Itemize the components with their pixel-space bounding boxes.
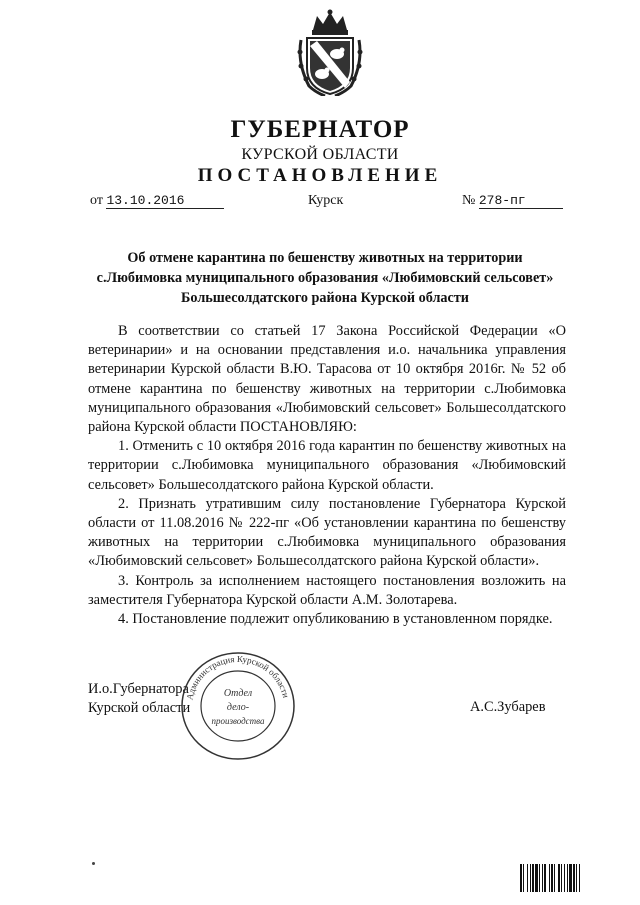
barcode-bar: [551, 864, 553, 892]
barcode-bar: [567, 864, 568, 892]
coat-of-arms-emblem: [295, 8, 365, 96]
barcode-bar: [579, 864, 580, 892]
barcode: [520, 864, 626, 892]
intro-paragraph: В соответствии со статьей 17 Закона Российской Федерации «О ветеринарии» и на основании представления и.о. начальника управления ветеринарии Курской области В.Ю. Тарасова от 10 октября 2016г. № 52 об отмене карантина по бешенству животных на территории с.Любимовка муниципального образования «Любимовский сельсовет» Большесолдатского района Курской области ПОСТАНОВЛЯЮ:: [88, 323, 566, 436]
document-heading: [90, 248, 560, 308]
barcode-bar: [544, 864, 546, 892]
barcode-bar: [558, 864, 560, 892]
stamp-center-line: дело-: [226, 702, 250, 713]
stamp-ring-text: Администрация Курской области: [184, 653, 292, 701]
barcode-bar: [564, 864, 565, 892]
document-type: ПОСТАНОВЛЕНИЕ: [197, 165, 443, 186]
barcode-bar: [520, 864, 522, 892]
date-value: 13.10.2016: [106, 193, 224, 209]
barcode-bar: [573, 864, 575, 892]
stamp-center-line: Отдел: [223, 688, 253, 699]
item-paragraph: 3. Контроль за исполнением настоящего постановления возложить на заместителя Губернатора Курской области А.М. Золотарева.: [88, 572, 566, 608]
item-paragraph: 2. Признать утратившим силу постановление Губернатора Курской области от 11.08.2016 № 222-пг «Об установлении карантина по бешенству животных на территории с.Любимовка муниципального образования «Любимовский сельсовет» Большесолдатского района Курской области».: [88, 495, 566, 570]
document-body: [88, 322, 566, 629]
barcode-bar: [549, 864, 550, 892]
barcode-bar: [532, 864, 534, 892]
barcode-bar: [576, 864, 577, 892]
signatory-position: [88, 680, 190, 718]
item-paragraph: 4. Постановление подлежит опубликованию в установленном порядке.: [118, 611, 553, 628]
item-paragraph: 1. Отменить с 10 октября 2016 года карантин по бешенству животных на территории с.Любимовка муниципального образования «Любимовский сельсовет» Большесолдатского района Курской области.: [88, 438, 566, 493]
barcode-bar: [530, 864, 531, 892]
number-value: 278-пг: [479, 193, 563, 209]
date-field: [90, 193, 224, 209]
issuer-title: ГУБЕРНАТОР: [230, 116, 410, 143]
office-stamp: [178, 650, 298, 762]
barcode-bar: [542, 864, 543, 892]
city-label: Курск: [308, 193, 344, 208]
barcode-bar: [539, 864, 540, 892]
date-prefix: от: [90, 193, 103, 208]
region-subtitle: КУРСКОЙ ОБЛАСТИ: [241, 146, 399, 163]
barcode-bar: [569, 864, 572, 892]
barcode-bar: [527, 864, 528, 892]
scan-speck: [92, 862, 95, 865]
number-prefix: №: [462, 193, 476, 208]
number-field: [462, 193, 563, 209]
signatory-name: А.С.Зубарев: [470, 699, 546, 715]
stamp-center-line: производства: [211, 716, 265, 726]
position-line: И.о.Губернатора: [88, 681, 189, 697]
heading-line: Об отмене карантина по бешенству животных на территории: [127, 250, 523, 266]
position-line: Курской области: [88, 700, 191, 716]
heading-line: с.Любимовка муниципального образования «Любимовский сельсовет»: [96, 270, 554, 286]
heading-line: Большесолдатского района Курской области: [181, 290, 469, 306]
barcode-bar: [554, 864, 555, 892]
barcode-bar: [535, 864, 538, 892]
barcode-bar: [561, 864, 562, 892]
barcode-bar: [523, 864, 524, 892]
